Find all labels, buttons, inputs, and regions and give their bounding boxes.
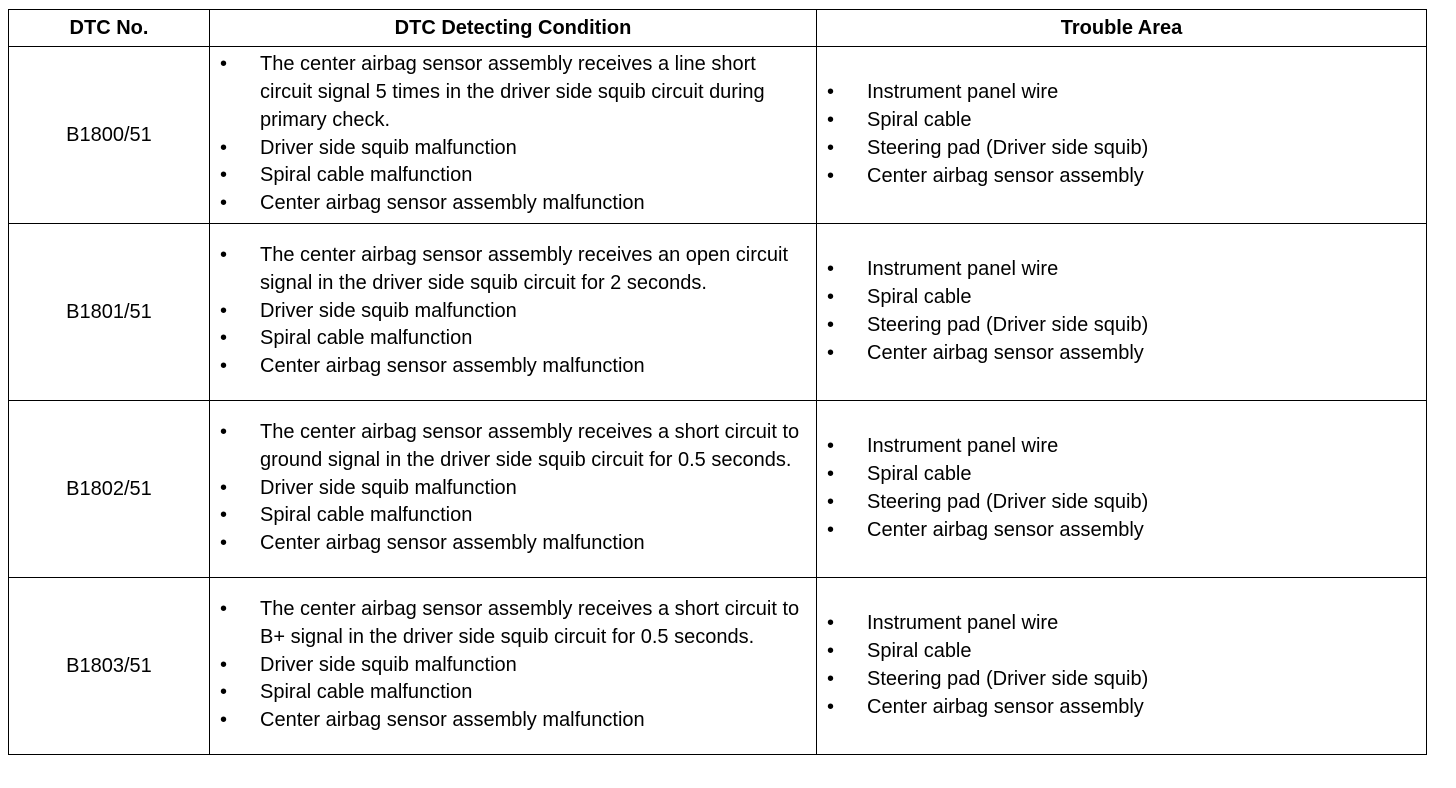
condition-item [210, 679, 808, 707]
condition-item [210, 707, 808, 735]
condition-text: The center airbag sensor assembly receives a short circuit to ground signal in the driver side squib circuit for 0.5 seconds. [260, 421, 800, 471]
bullet-icon: • [220, 504, 228, 527]
bullet-icon: • [220, 653, 228, 676]
trouble-area-item [817, 489, 1426, 517]
trouble-area-text: Center airbag sensor assembly [867, 695, 1144, 718]
trouble-area-list [817, 256, 1426, 367]
condition-item [210, 596, 808, 652]
trouble-area-list [817, 433, 1426, 544]
bullet-icon: • [827, 314, 835, 336]
trouble-area-cell [817, 401, 1427, 578]
condition-item [210, 135, 808, 163]
bullet-icon: • [827, 258, 835, 281]
condition-text: The center airbag sensor assembly receives an open circuit signal in the driver side squib circuit for 2 seconds. [260, 244, 789, 294]
bullet-icon: • [220, 136, 228, 159]
condition-text: Driver side squib malfunction [260, 136, 517, 159]
bullet-icon: • [827, 463, 835, 486]
condition-text: Driver side squib malfunction [260, 653, 517, 676]
bullet-icon: • [827, 164, 835, 187]
trouble-area-text: Instrument panel wire [867, 81, 1059, 104]
bullet-icon: • [220, 598, 228, 620]
bullet-icon: • [220, 164, 228, 187]
dtc-code: B1803/51 [9, 578, 210, 755]
trouble-area-item [817, 610, 1426, 638]
condition-list [210, 51, 816, 218]
header-row [9, 10, 1427, 47]
trouble-area-item [817, 135, 1426, 163]
trouble-area-text: Spiral cable [867, 640, 972, 663]
dtc-code: B1800/51 [9, 47, 210, 224]
table-row [9, 401, 1427, 578]
bullet-icon: • [827, 491, 835, 513]
condition-cell [210, 47, 817, 224]
condition-text: Driver side squib malfunction [260, 299, 517, 322]
bullet-icon: • [827, 640, 835, 663]
dtc-code: B1801/51 [9, 224, 210, 401]
condition-list [210, 419, 816, 558]
condition-text: Center airbag sensor assembly malfunction [260, 192, 645, 215]
condition-text: Center airbag sensor assembly malfunction [260, 355, 645, 378]
condition-cell [210, 578, 817, 755]
trouble-area-text: Center airbag sensor assembly [867, 518, 1144, 541]
header-condition: DTC Detecting Condition [210, 10, 817, 47]
trouble-area-item [817, 163, 1426, 191]
trouble-area-text: Instrument panel wire [867, 612, 1059, 635]
trouble-area-text: Spiral cable [867, 286, 972, 309]
trouble-area-text: Steering pad (Driver side squib) [867, 491, 1149, 513]
condition-text: Center airbag sensor assembly malfunction [260, 532, 645, 555]
condition-item [210, 298, 808, 326]
condition-text: Spiral cable malfunction [260, 681, 473, 704]
table-row [9, 224, 1427, 401]
bullet-icon: • [827, 81, 835, 104]
condition-text: Spiral cable malfunction [260, 164, 473, 187]
condition-item [210, 325, 808, 353]
bullet-icon: • [220, 476, 228, 499]
trouble-area-text: Steering pad (Driver side squib) [867, 137, 1149, 159]
table-row [9, 578, 1427, 755]
bullet-icon: • [827, 341, 835, 364]
bullet-icon: • [827, 137, 835, 159]
bullet-icon: • [220, 709, 228, 732]
bullet-icon: • [827, 695, 835, 718]
condition-text: The center airbag sensor assembly receives a short circuit to B+ signal in the driver side squib circuit for 0.5 seconds. [260, 598, 800, 648]
condition-item [210, 242, 808, 298]
trouble-area-text: Spiral cable [867, 109, 972, 132]
dtc-code: B1802/51 [9, 401, 210, 578]
trouble-area-item [817, 79, 1426, 107]
condition-item [210, 162, 808, 190]
trouble-area-item [817, 666, 1426, 694]
trouble-area-cell [817, 47, 1427, 224]
condition-item [210, 190, 808, 218]
bullet-icon: • [220, 421, 228, 443]
bullet-icon: • [220, 532, 228, 555]
condition-item [210, 419, 808, 475]
trouble-area-item [817, 461, 1426, 489]
bullet-icon: • [827, 286, 835, 309]
trouble-area-list [817, 79, 1426, 190]
trouble-area-item [817, 638, 1426, 666]
trouble-area-cell [817, 224, 1427, 401]
condition-list [210, 596, 816, 735]
trouble-area-text: Steering pad (Driver side squib) [867, 314, 1149, 336]
trouble-area-text: Center airbag sensor assembly [867, 164, 1144, 187]
bullet-icon: • [827, 518, 835, 541]
bullet-icon: • [220, 681, 228, 704]
condition-item [210, 530, 808, 558]
trouble-area-item [817, 694, 1426, 722]
trouble-area-item [817, 312, 1426, 340]
trouble-area-item [817, 517, 1426, 545]
dtc-table [8, 9, 1427, 755]
bullet-icon: • [220, 244, 228, 266]
bullet-icon: • [220, 327, 228, 350]
trouble-area-text: Instrument panel wire [867, 258, 1059, 281]
condition-item [210, 51, 808, 134]
bullet-icon: • [220, 299, 228, 322]
trouble-area-text: Steering pad (Driver side squib) [867, 668, 1149, 690]
header-dtc-no: DTC No. [9, 10, 210, 47]
trouble-area-cell [817, 578, 1427, 755]
trouble-area-item [817, 340, 1426, 368]
bullet-icon: • [827, 612, 835, 635]
condition-list [210, 242, 816, 381]
condition-item [210, 353, 808, 381]
condition-text: Spiral cable malfunction [260, 504, 473, 527]
trouble-area-text: Instrument panel wire [867, 435, 1059, 458]
trouble-area-item [817, 256, 1426, 284]
trouble-area-item [817, 107, 1426, 135]
trouble-area-text: Center airbag sensor assembly [867, 341, 1144, 364]
condition-text: The center airbag sensor assembly receives a line short circuit signal 5 times in the driver side squib circuit during primary check. [260, 53, 765, 131]
condition-item [210, 502, 808, 530]
table-row [9, 47, 1427, 224]
trouble-area-item [817, 433, 1426, 461]
trouble-area-item [817, 284, 1426, 312]
condition-text: Center airbag sensor assembly malfunction [260, 709, 645, 732]
bullet-icon: • [827, 668, 835, 690]
trouble-area-list [817, 610, 1426, 721]
bullet-icon: • [827, 435, 835, 458]
condition-cell [210, 401, 817, 578]
condition-text: Driver side squib malfunction [260, 476, 517, 499]
header-trouble-area: Trouble Area [817, 10, 1427, 47]
bullet-icon: • [220, 355, 228, 378]
trouble-area-text: Spiral cable [867, 463, 972, 486]
bullet-icon: • [827, 109, 835, 132]
condition-item [210, 652, 808, 680]
bullet-icon: • [220, 192, 228, 215]
condition-text: Spiral cable malfunction [260, 327, 473, 350]
bullet-icon: • [220, 53, 228, 76]
condition-cell [210, 224, 817, 401]
condition-item [210, 475, 808, 503]
